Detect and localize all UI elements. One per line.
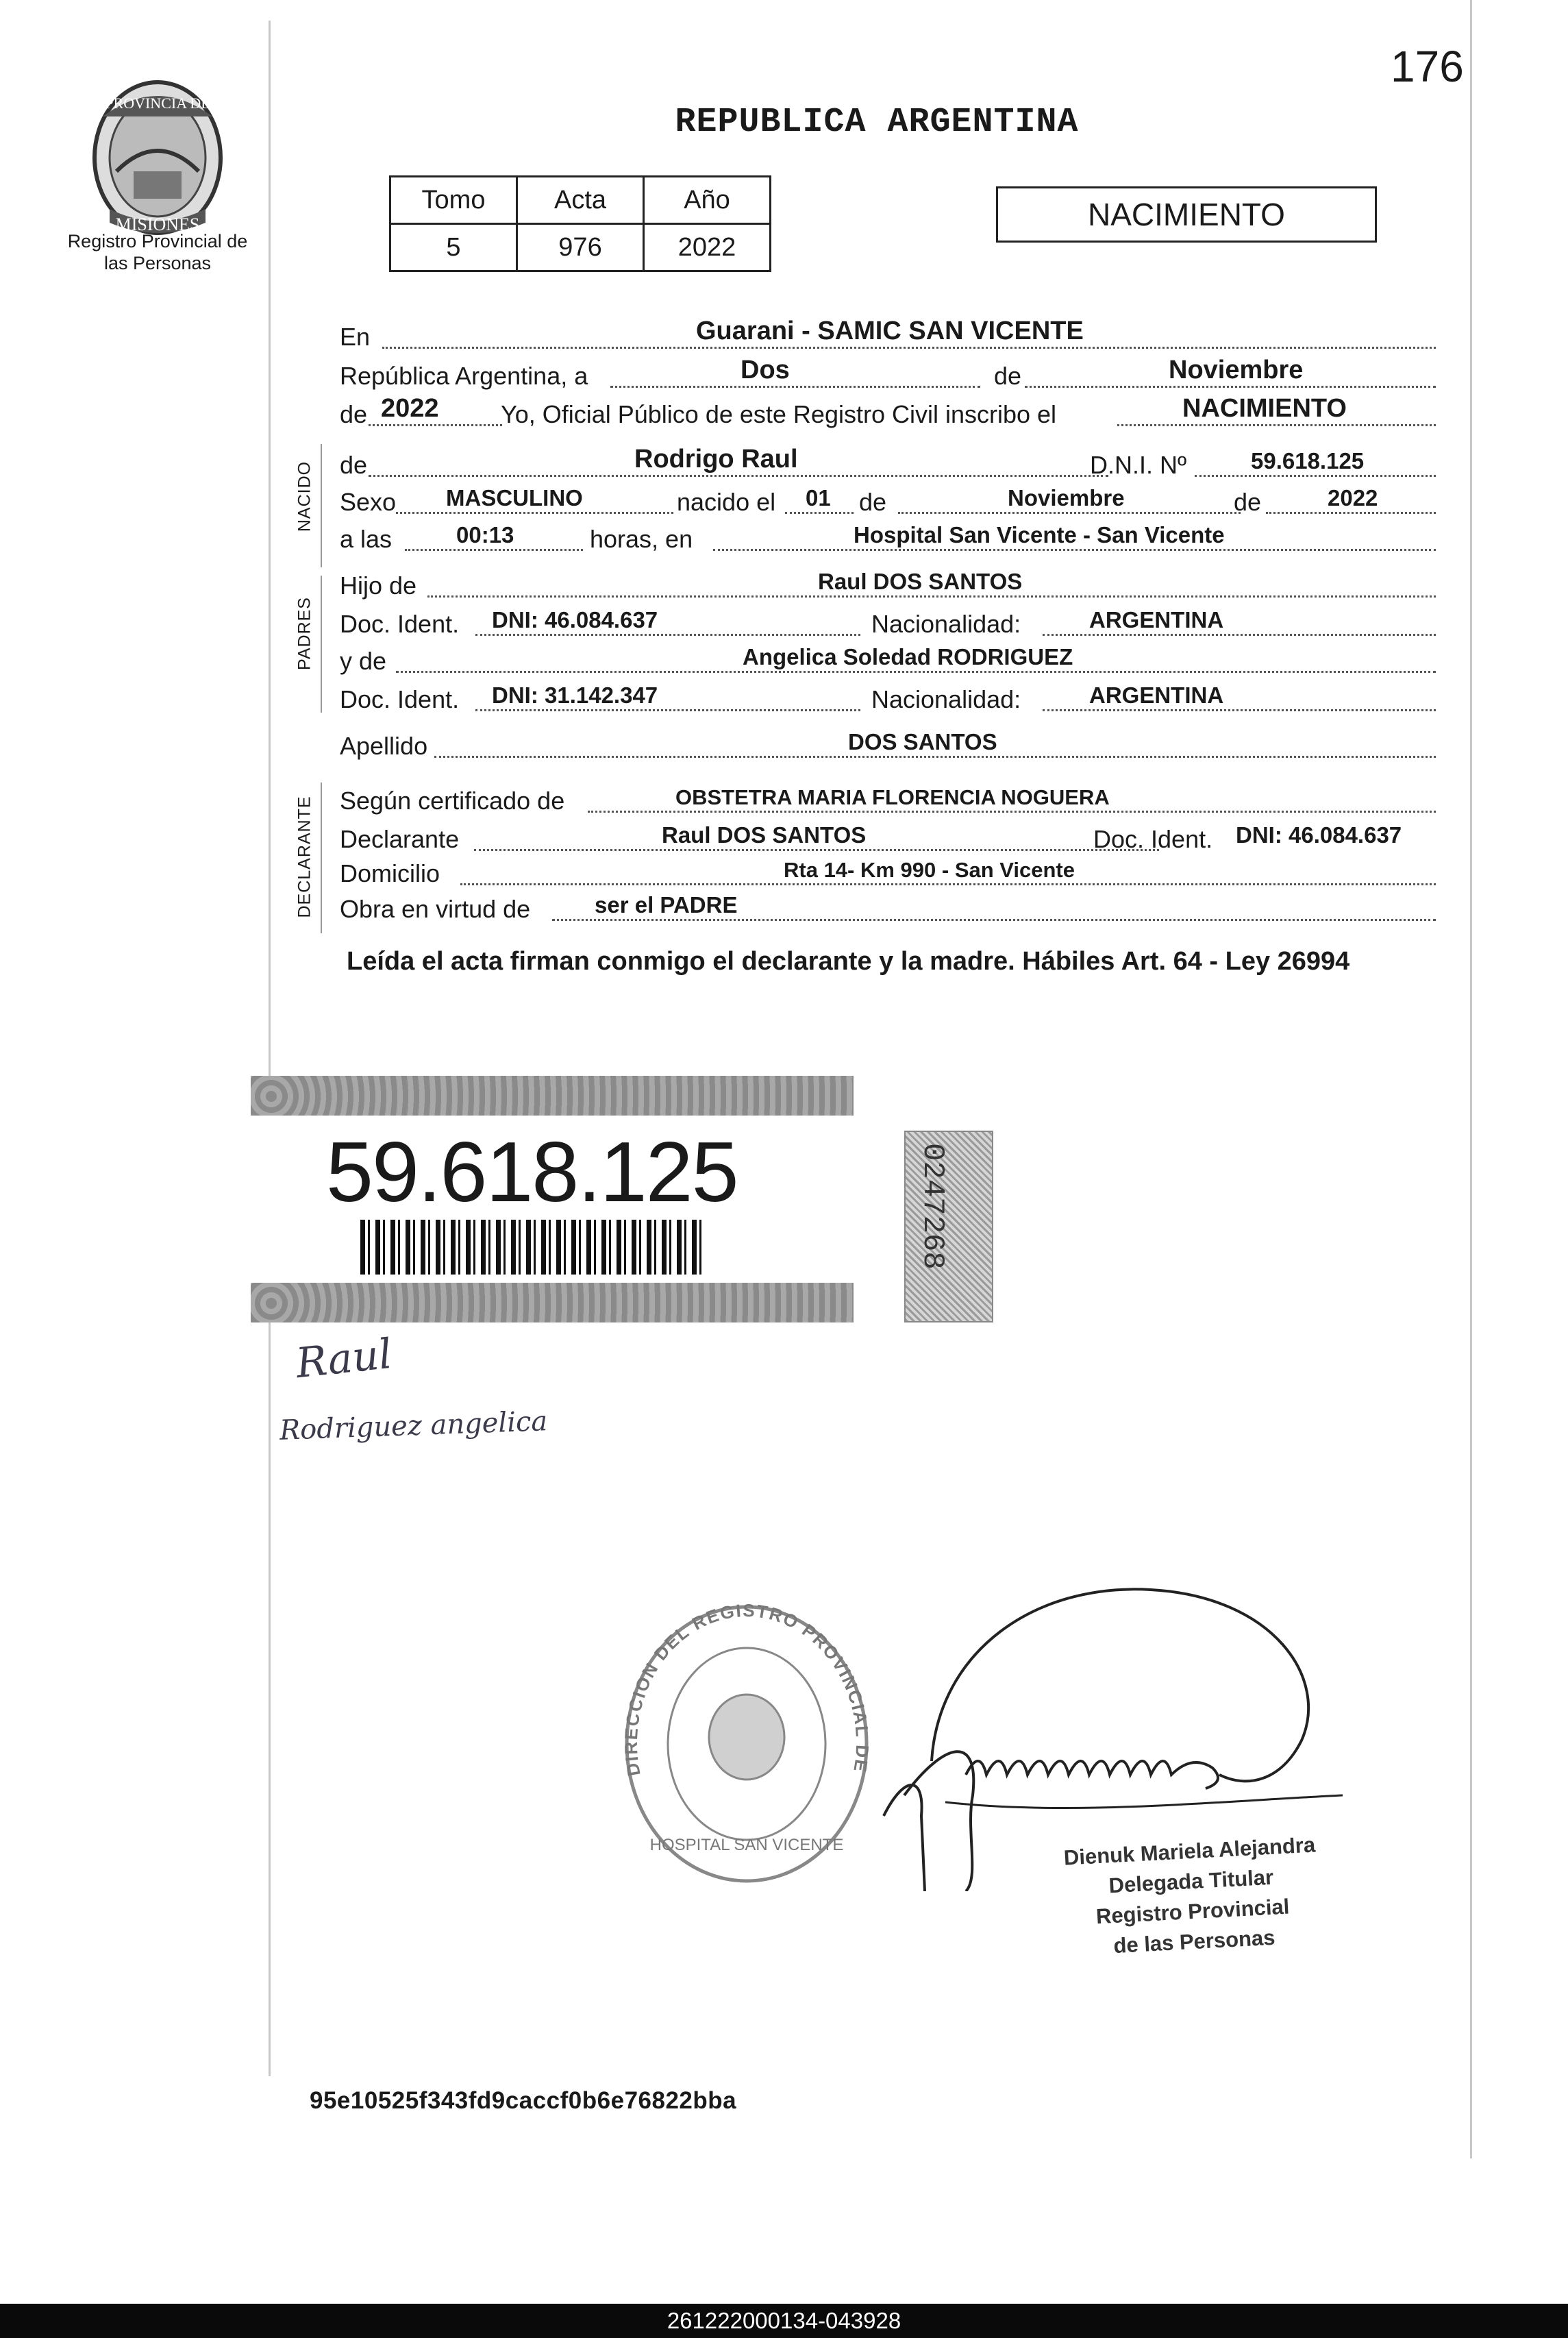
madre-value: Angelica Soledad RODRIGUEZ: [743, 644, 1073, 669]
hologram-code: 0247268: [915, 1143, 949, 1270]
tomo-value: 5: [390, 224, 517, 271]
padre-nac-label: Nacionalidad:: [871, 610, 1021, 638]
certificado-label: Según certificado de: [340, 787, 565, 815]
madre-nac-value: ARGENTINA: [1089, 682, 1224, 708]
register-table: [389, 175, 771, 272]
anio-value: 2022: [644, 224, 771, 271]
anio-header: Año: [644, 177, 771, 224]
official-name-block: [991, 1826, 1393, 1967]
svg-text:MISIONES: MISIONES: [115, 214, 200, 234]
nacido-el-label: nacido el: [677, 488, 776, 516]
footer-code-bar: 261222000134-043928: [0, 2304, 1568, 2338]
de2-label: de: [340, 400, 368, 428]
obra-value: ser el PADRE: [595, 892, 738, 918]
declarante-value: Raul DOS SANTOS: [662, 822, 867, 848]
padre-nac-value: ARGENTINA: [1089, 607, 1224, 632]
declarante-doc-value: DNI: 46.084.637: [1236, 822, 1402, 848]
sexo-label: Sexo: [340, 488, 397, 516]
de-label: de: [994, 362, 1022, 390]
official-office: Registro Provincial: [1095, 1894, 1291, 1929]
document-title: REPUBLICA ARGENTINA: [675, 103, 1079, 142]
nacido-mes-value: Noviembre: [1008, 485, 1125, 510]
security-hologram: [904, 1131, 993, 1322]
handwritten-signature-padre: Raul: [293, 1329, 395, 1388]
nacido-dni-value: 59.618.125: [1251, 448, 1365, 473]
horas-label: horas, en: [590, 525, 693, 553]
nacido-section-label: NACIDO: [295, 460, 314, 532]
sticker-number: 59.618.125: [326, 1125, 738, 1220]
line-nacido-nombre: [340, 447, 1436, 481]
anio-value: 2022: [381, 394, 439, 423]
domicilio-label: Domicilio: [340, 859, 440, 887]
line-nacido-hora: [340, 521, 1436, 555]
right-margin-line: [1470, 0, 1472, 2158]
line-obra: [340, 891, 1436, 925]
line-madre-doc: [340, 681, 1436, 715]
hora-value: 00:13: [456, 522, 514, 547]
hijo-de-label: Hijo de: [340, 571, 417, 600]
closing-statement: Leída el acta firman conmigo el declarante y la madre. Hábiles Art. 64 - Ley 26994: [347, 947, 1350, 976]
padre-value: Raul DOS SANTOS: [818, 569, 1023, 594]
tomo-header: Tomo: [390, 177, 517, 224]
padres-section-label: PADRES: [295, 597, 314, 670]
a-las-label: a las: [340, 525, 393, 553]
en-label: En: [340, 323, 371, 351]
madre-nac-label: Nacionalidad:: [871, 685, 1021, 713]
madre-doc-value: DNI: 31.142.347: [492, 682, 658, 708]
y-de-label: y de: [340, 647, 387, 675]
barcode: [360, 1220, 703, 1275]
republica-label: República Argentina, a: [340, 362, 588, 390]
line-padre-doc: [340, 606, 1436, 640]
provincial-coat-of-arms-logo: [75, 69, 240, 247]
page-number: 176: [1391, 42, 1464, 91]
tipo-value: NACIMIENTO: [1182, 394, 1347, 423]
madre-doc-label: Doc. Ident.: [340, 685, 460, 713]
nacido-nombre-value: Rodrigo Raul: [634, 445, 798, 473]
svg-text:DIRECCION DEL REGISTRO PROVINC: DIRECCION DEL REGISTRO PROVINCIAL DE: [620, 1599, 873, 1778]
svg-text:PROVINCIA DE: PROVINCIA DE: [105, 95, 210, 112]
left-margin-line: [269, 21, 271, 2076]
line-republica: [340, 358, 1436, 392]
line-certificado: [340, 783, 1436, 817]
logo-caption: Registro Provincial de las Personas: [67, 231, 248, 273]
line-en: [340, 319, 1436, 353]
dia-value: Dos: [741, 356, 790, 384]
document-hash: 95e10525f343fd9caccf0b6e76822bba: [310, 2087, 737, 2114]
nacido-dia-value: 01: [806, 485, 831, 510]
official-position: Delegada Titular: [1108, 1865, 1274, 1898]
line-nacido-sexo: [340, 484, 1436, 518]
sticker-top-band: [251, 1076, 854, 1116]
apellido-value: DOS SANTOS: [848, 729, 997, 754]
sexo-value: MASCULINO: [446, 485, 583, 510]
declarante-doc-label: Doc. Ident.: [1093, 825, 1213, 853]
nacido-anio-value: 2022: [1328, 485, 1378, 510]
sticker-bottom-band: [251, 1283, 854, 1322]
official-name: Dienuk Mariela Alejandra: [1063, 1832, 1316, 1870]
line-apellido: [340, 728, 1436, 762]
line-padre: [340, 567, 1436, 602]
line-madre: [340, 643, 1436, 677]
acta-header: Acta: [517, 177, 644, 224]
official-seal-stamp: [617, 1597, 877, 1905]
act-type-box: NACIMIENTO: [996, 186, 1377, 243]
nacido-de3-label: de: [1234, 488, 1262, 516]
dni-label: D.N.I. Nº: [1090, 451, 1187, 479]
dni-sticker: [251, 1076, 854, 1322]
lugar-value: Guarani - SAMIC SAN VICENTE: [696, 317, 1084, 345]
mes-value: Noviembre: [1169, 356, 1304, 384]
yo-text: Yo, Oficial Público de este Registro Civil inscribo el: [501, 400, 1057, 428]
nacido-de2-label: de: [859, 488, 887, 516]
line-declarante: [340, 821, 1436, 855]
domicilio-value: Rta 14- Km 990 - San Vicente: [784, 858, 1075, 882]
line-domicilio: [340, 855, 1436, 889]
handwritten-signature-madre: Rodriguez angelica: [279, 1405, 548, 1447]
nacido-de-label: de: [340, 451, 368, 479]
official-office-2: de las Personas: [1112, 1925, 1276, 1958]
declarante-label: Declarante: [340, 825, 460, 853]
apellido-label: Apellido: [340, 732, 428, 760]
line-anio: [340, 396, 1436, 430]
certificado-value: OBSTETRA MARIA FLORENCIA NOGUERA: [675, 785, 1110, 809]
svg-text:HOSPITAL SAN VICENTE: HOSPITAL SAN VICENTE: [649, 1836, 844, 1854]
nacimiento-lugar-value: Hospital San Vicente - San Vicente: [854, 522, 1225, 547]
obra-label: Obra en virtud de: [340, 895, 531, 923]
padre-doc-label: Doc. Ident.: [340, 610, 460, 638]
padre-doc-value: DNI: 46.084.637: [492, 607, 658, 632]
declarante-section-label: DECLARANTE: [295, 796, 314, 918]
acta-value: 976: [517, 224, 644, 271]
